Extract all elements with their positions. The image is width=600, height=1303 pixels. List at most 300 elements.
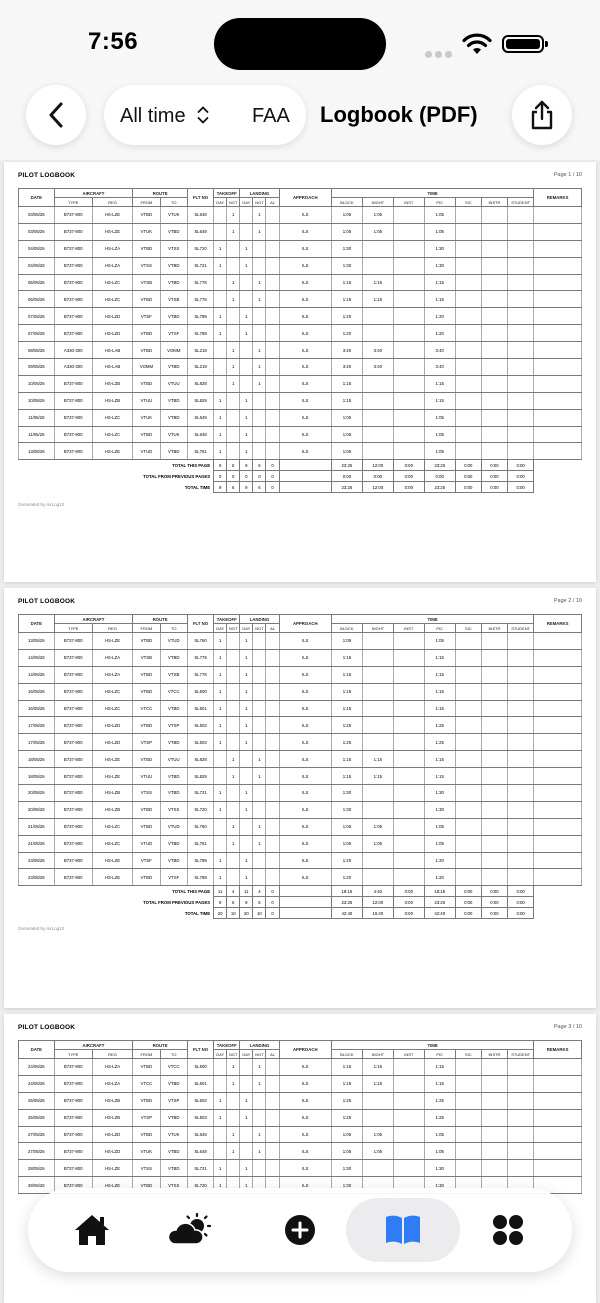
- inst-cell: [393, 1126, 424, 1143]
- to-day-cell: [214, 359, 227, 376]
- ldg-night-cell: 1: [253, 342, 266, 359]
- night-time-cell: [362, 785, 393, 802]
- type-cell: B737-800: [54, 869, 92, 886]
- remarks-cell: [534, 223, 582, 240]
- type-cell: B737-900: [54, 274, 92, 291]
- totals-approach-cell: [279, 471, 331, 482]
- type-cell: B737-900: [54, 835, 92, 852]
- remarks-cell: [534, 392, 582, 409]
- ldg-night-cell: 1: [253, 375, 266, 392]
- block-cell: 1:15: [331, 751, 362, 768]
- ldg-night-cell: [253, 443, 266, 460]
- to-night-cell: [227, 1109, 240, 1126]
- ldg-day-cell: 1: [240, 666, 253, 683]
- col-approach-header: APPROACH: [279, 189, 331, 207]
- ldg-day-cell: [240, 1075, 253, 1092]
- total-previous-row: [19, 897, 582, 908]
- col-flight-no-header: FLT NO: [187, 189, 213, 207]
- to-night-cell: [227, 633, 240, 650]
- table-row: [19, 342, 582, 359]
- inst-cell: [393, 223, 424, 240]
- pic-cell: 1:05: [424, 426, 455, 443]
- col-night-time-subheader: NIGHT: [362, 624, 393, 633]
- to-night-cell: [227, 240, 240, 257]
- totals-value-cell: 12:00: [362, 897, 393, 908]
- inst-cell: [393, 751, 424, 768]
- open-book-icon: [384, 1213, 422, 1247]
- wifi-icon: [462, 32, 492, 56]
- totals-value-cell: 18:15: [424, 886, 455, 897]
- tab-home[interactable]: [44, 1198, 140, 1262]
- approach-cell: ILS: [279, 1075, 331, 1092]
- night-time-cell: [362, 443, 393, 460]
- from-cell: VTBD: [133, 801, 160, 818]
- to-cell: VTBD: [160, 835, 187, 852]
- to-cell: VTBD: [160, 223, 187, 240]
- to-cell: VTBD: [160, 649, 187, 666]
- to-day-cell: [214, 1126, 227, 1143]
- inst-cell: [393, 734, 424, 751]
- sic-cell: [455, 359, 481, 376]
- pic-cell: 1:05: [424, 818, 455, 835]
- block-cell: 1:15: [331, 291, 362, 308]
- remarks-cell: [534, 1075, 582, 1092]
- inst-cell: [393, 649, 424, 666]
- col-night-subheader: NGT: [253, 624, 266, 633]
- pic-cell: 1:05: [424, 835, 455, 852]
- from-cell: VTBD: [133, 683, 160, 700]
- type-cell: B737-900: [54, 308, 92, 325]
- instr-cell: [481, 734, 507, 751]
- inst-cell: [393, 443, 424, 460]
- approach-cell: ILS: [279, 207, 331, 224]
- flight-no-cell: SL648: [187, 1143, 213, 1160]
- tab-add[interactable]: [252, 1198, 348, 1262]
- night-time-cell: [362, 801, 393, 818]
- type-cell: B737-800: [54, 223, 92, 240]
- type-cell: B737-800: [54, 443, 92, 460]
- flight-no-cell: SL649: [187, 1126, 213, 1143]
- totals-value-cell: 0:00: [331, 471, 362, 482]
- approach-cell: ILS: [279, 223, 331, 240]
- type-cell: B737-800: [54, 375, 92, 392]
- date-cell: 21/05/26: [19, 818, 55, 835]
- date-cell: 27/05/26: [19, 1143, 55, 1160]
- type-cell: B737-800: [54, 633, 92, 650]
- ldg-day-cell: 1: [240, 257, 253, 274]
- table-row: [19, 443, 582, 460]
- ldg-day-cell: 1: [240, 443, 253, 460]
- col-reg-subheader: REG: [92, 1050, 132, 1059]
- ldg-al-cell: [266, 649, 279, 666]
- table-row: [19, 1143, 582, 1160]
- totals-value-cell: 0: [266, 471, 279, 482]
- reg-cell: HS-LZE: [92, 768, 132, 785]
- inst-cell: [393, 342, 424, 359]
- table-row: [19, 818, 582, 835]
- totals-value-cell: 23:25: [424, 460, 455, 471]
- to-cell: VTBD: [160, 1160, 187, 1177]
- col-type-subheader: TYPE: [54, 624, 92, 633]
- col-flight-no-header: FLT NO: [187, 615, 213, 633]
- from-cell: VTUD: [133, 835, 160, 852]
- pic-cell: 1:30: [424, 785, 455, 802]
- date-cell: 18/05/26: [19, 751, 55, 768]
- col-date-header: DATE: [19, 615, 55, 633]
- ldg-al-cell: [266, 1143, 279, 1160]
- totals-value-cell: 0: [227, 471, 240, 482]
- ldg-day-cell: [240, 291, 253, 308]
- sic-cell: [455, 1109, 481, 1126]
- col-remarks-header: REMARKS: [534, 615, 582, 633]
- instr-cell: [481, 274, 507, 291]
- totals-label: TOTAL THIS PAGE: [172, 889, 211, 895]
- pic-cell: 1:15: [424, 700, 455, 717]
- col-day-subheader: DAY: [214, 198, 227, 207]
- flight-no-cell: SL649: [187, 409, 213, 426]
- to-cell: VTBD: [160, 308, 187, 325]
- table-row: [19, 426, 582, 443]
- night-time-cell: 1:05: [362, 835, 393, 852]
- tab-logbook[interactable]: [346, 1198, 460, 1262]
- to-night-cell: [227, 801, 240, 818]
- flight-no-cell: SL761: [187, 835, 213, 852]
- reg-cell: HS-LZA: [92, 257, 132, 274]
- inst-cell: [393, 852, 424, 869]
- table-row: [19, 375, 582, 392]
- remarks-cell: [534, 768, 582, 785]
- to-cell: VTSP: [160, 717, 187, 734]
- block-cell: 1:25: [331, 1109, 362, 1126]
- type-cell: B737-900: [54, 818, 92, 835]
- flight-no-cell: SL778: [187, 274, 213, 291]
- flight-no-cell: SL779: [187, 649, 213, 666]
- pic-cell: 1:05: [424, 1143, 455, 1160]
- to-night-cell: 1: [227, 751, 240, 768]
- ldg-night-cell: [253, 717, 266, 734]
- col-student-subheader: STUDENT: [508, 624, 534, 633]
- to-night-cell: [227, 734, 240, 751]
- pic-cell: 1:15: [424, 274, 455, 291]
- to-cell: VTCC: [160, 1059, 187, 1076]
- approach-cell: ILS: [279, 852, 331, 869]
- reg-cell: HS-LZC: [92, 683, 132, 700]
- block-cell: 1:05: [331, 818, 362, 835]
- to-day-cell: 1: [214, 257, 227, 274]
- col-al-subheader: AL: [266, 624, 279, 633]
- flight-no-cell: SL500: [187, 1059, 213, 1076]
- back-button[interactable]: [26, 85, 86, 145]
- status-bar: [0, 0, 600, 80]
- block-cell: 1:30: [331, 1177, 362, 1194]
- from-cell: VTBD: [133, 1126, 160, 1143]
- approach-cell: ILS: [279, 1177, 331, 1194]
- sic-cell: [455, 1075, 481, 1092]
- pic-cell: 1:15: [424, 649, 455, 666]
- date-cell: 21/05/26: [19, 835, 55, 852]
- totals-value-cell: 0: [253, 471, 266, 482]
- table-row: [19, 308, 582, 325]
- type-cell: B737-800: [54, 649, 92, 666]
- type-cell: A330-300: [54, 342, 92, 359]
- pic-cell: 1:20: [424, 308, 455, 325]
- pic-cell: 1:25: [424, 734, 455, 751]
- reg-cell: HS-LZD: [92, 1143, 132, 1160]
- ldg-al-cell: [266, 1126, 279, 1143]
- to-day-cell: 1: [214, 308, 227, 325]
- page-heading: PILOT LOGBOOK: [18, 1024, 76, 1031]
- to-cell: VTBD: [160, 1143, 187, 1160]
- to-night-cell: [227, 1092, 240, 1109]
- col-pic-subheader: PIC: [424, 1050, 455, 1059]
- block-cell: 1:15: [331, 666, 362, 683]
- ldg-day-cell: 1: [240, 308, 253, 325]
- instr-cell: [481, 666, 507, 683]
- to-night-cell: [227, 325, 240, 342]
- ldg-al-cell: [266, 633, 279, 650]
- inst-cell: [393, 818, 424, 835]
- block-cell: 1:05: [331, 426, 362, 443]
- totals-value-cell: 0:00: [508, 471, 534, 482]
- reg-cell: HS-LZC: [92, 426, 132, 443]
- col-student-subheader: STUDENT: [508, 1050, 534, 1059]
- ldg-night-cell: 1: [253, 768, 266, 785]
- reg-cell: HS-LZB: [92, 375, 132, 392]
- totals-value-cell: 6: [227, 897, 240, 908]
- totals-value-cell: 0: [266, 482, 279, 493]
- to-cell: VTBD: [160, 785, 187, 802]
- student-cell: [508, 207, 534, 224]
- col-type-subheader: TYPE: [54, 198, 92, 207]
- totals-value-cell: 6: [253, 482, 266, 493]
- col-pic-subheader: PIC: [424, 624, 455, 633]
- block-cell: 1:15: [331, 768, 362, 785]
- sic-cell: [455, 852, 481, 869]
- table-row: [19, 274, 582, 291]
- share-button[interactable]: [512, 85, 572, 145]
- reg-cell: HS-LZE: [92, 1177, 132, 1194]
- date-cell: 14/05/26: [19, 666, 55, 683]
- totals-value-cell: 0:00: [481, 482, 507, 493]
- table-row: [19, 1092, 582, 1109]
- inst-cell: [393, 683, 424, 700]
- sic-cell: [455, 869, 481, 886]
- table-row: [19, 751, 582, 768]
- reg-cell: HS-LZB: [92, 1092, 132, 1109]
- date-cell: 06/05/26: [19, 291, 55, 308]
- inst-cell: [393, 633, 424, 650]
- sic-cell: [455, 700, 481, 717]
- to-cell: VTBD: [160, 700, 187, 717]
- pic-cell: 1:25: [424, 717, 455, 734]
- tab-more[interactable]: [460, 1198, 556, 1262]
- ldg-night-cell: [253, 325, 266, 342]
- table-row: [19, 1075, 582, 1092]
- reg-cell: HS-LZD: [92, 717, 132, 734]
- block-cell: 1:20: [331, 325, 362, 342]
- from-cell: VTBD: [133, 325, 160, 342]
- col-route-header: ROUTE: [133, 1041, 188, 1050]
- table-row: [19, 785, 582, 802]
- ldg-al-cell: [266, 852, 279, 869]
- table-row: [19, 359, 582, 376]
- remarks-cell: [534, 717, 582, 734]
- pic-cell: 1:15: [424, 375, 455, 392]
- totals-value-cell: 0:00: [481, 897, 507, 908]
- ldg-day-cell: 1: [240, 649, 253, 666]
- totals-value-cell: 6: [227, 482, 240, 493]
- from-cell: VTSB: [133, 274, 160, 291]
- totals-remarks-blank: [534, 886, 582, 897]
- pic-cell: 1:15: [424, 291, 455, 308]
- flight-no-cell: SL502: [187, 717, 213, 734]
- date-cell: 07/05/26: [19, 325, 55, 342]
- ldg-al-cell: [266, 1075, 279, 1092]
- type-cell: B737-900: [54, 734, 92, 751]
- signal-dots-icon: [425, 45, 455, 63]
- col-from-subheader: FROM: [133, 1050, 160, 1059]
- flight-no-cell: SL760: [187, 818, 213, 835]
- table-row: [19, 392, 582, 409]
- from-cell: VTCC: [133, 700, 160, 717]
- date-cell: 23/05/26: [19, 852, 55, 869]
- to-day-cell: [214, 1059, 227, 1076]
- reg-cell: HS-LZC: [92, 291, 132, 308]
- from-cell: VTBD: [133, 1177, 160, 1194]
- totals-value-cell: 0:00: [508, 482, 534, 493]
- instr-cell: [481, 426, 507, 443]
- inst-cell: [393, 325, 424, 342]
- type-cell: B737-800: [54, 801, 92, 818]
- student-cell: [508, 443, 534, 460]
- pic-cell: 1:05: [424, 633, 455, 650]
- remarks-cell: [534, 633, 582, 650]
- student-cell: [508, 666, 534, 683]
- date-cell: 17/05/26: [19, 734, 55, 751]
- generated-note: Generated by AirLog10: [18, 926, 65, 931]
- col-remarks-header: REMARKS: [534, 1041, 582, 1059]
- reg-cell: HS-LZA: [92, 1059, 132, 1076]
- approach-cell: ILS: [279, 426, 331, 443]
- totals-value-cell: 0:00: [455, 886, 481, 897]
- inst-cell: [393, 409, 424, 426]
- ldg-night-cell: [253, 801, 266, 818]
- student-cell: [508, 1126, 534, 1143]
- night-time-cell: [362, 1109, 393, 1126]
- night-time-cell: [362, 409, 393, 426]
- ldg-day-cell: 1: [240, 869, 253, 886]
- to-day-cell: [214, 274, 227, 291]
- pic-cell: 1:15: [424, 751, 455, 768]
- ldg-al-cell: [266, 1059, 279, 1076]
- to-cell: VTUD: [160, 633, 187, 650]
- student-cell: [508, 649, 534, 666]
- totals-value-cell: 0:00: [455, 471, 481, 482]
- to-cell: VTBD: [160, 1109, 187, 1126]
- totals-value-cell: 0:00: [393, 886, 424, 897]
- night-time-cell: 1:15: [362, 1075, 393, 1092]
- range-selector[interactable]: All time: [120, 105, 186, 127]
- student-cell: [508, 274, 534, 291]
- total-time-row: [19, 908, 582, 919]
- flight-no-cell: SL501: [187, 1075, 213, 1092]
- block-cell: 1:05: [331, 443, 362, 460]
- to-night-cell: 1: [227, 1126, 240, 1143]
- col-instr-subheader: INSTR: [481, 624, 507, 633]
- to-night-cell: 1: [227, 768, 240, 785]
- to-day-cell: 1: [214, 240, 227, 257]
- to-night-cell: 1: [227, 291, 240, 308]
- to-cell: VTUU: [160, 375, 187, 392]
- student-cell: [508, 717, 534, 734]
- instr-cell: [481, 801, 507, 818]
- date-cell: 09/05/26: [19, 359, 55, 376]
- ldg-night-cell: 1: [253, 1143, 266, 1160]
- col-takeoff-header: TAKEOFF: [214, 1041, 240, 1050]
- approach-cell: ILS: [279, 257, 331, 274]
- col-night-time-subheader: NIGHT: [362, 1050, 393, 1059]
- col-aircraft-header: AIRCRAFT: [54, 1041, 133, 1050]
- ldg-al-cell: [266, 409, 279, 426]
- ldg-night-cell: [253, 666, 266, 683]
- totals-value-cell: 0:00: [481, 471, 507, 482]
- approach-cell: ILS: [279, 1160, 331, 1177]
- col-night-time-subheader: NIGHT: [362, 198, 393, 207]
- night-time-cell: [362, 325, 393, 342]
- approach-cell: ILS: [279, 375, 331, 392]
- sic-cell: [455, 1143, 481, 1160]
- tab-weather[interactable]: [142, 1198, 238, 1262]
- totals-approach-cell: [279, 908, 331, 919]
- col-approach-header: APPROACH: [279, 615, 331, 633]
- authority-selector[interactable]: FAA: [252, 105, 290, 127]
- date-cell: 23/05/26: [19, 869, 55, 886]
- approach-cell: ILS: [279, 1092, 331, 1109]
- remarks-cell: [534, 375, 582, 392]
- instr-cell: [481, 308, 507, 325]
- inst-cell: [393, 426, 424, 443]
- ldg-day-cell: 1: [240, 801, 253, 818]
- remarks-cell: [534, 409, 582, 426]
- table-row: [19, 240, 582, 257]
- night-time-cell: 1:05: [362, 223, 393, 240]
- block-cell: 1:30: [331, 257, 362, 274]
- instr-cell: [481, 291, 507, 308]
- to-night-cell: 1: [227, 223, 240, 240]
- filter-pill: [104, 85, 306, 145]
- remarks-cell: [534, 426, 582, 443]
- remarks-cell: [534, 325, 582, 342]
- flight-no-cell: SL778: [187, 666, 213, 683]
- reg-cell: HS-LZE: [92, 223, 132, 240]
- ldg-day-cell: [240, 342, 253, 359]
- flight-no-cell: SL789: [187, 852, 213, 869]
- reg-cell: HS-LZE: [92, 852, 132, 869]
- reg-cell: HS-LZD: [92, 325, 132, 342]
- ldg-day-cell: [240, 359, 253, 376]
- to-day-cell: 1: [214, 392, 227, 409]
- pic-cell: 1:30: [424, 801, 455, 818]
- col-time-header: TIME: [331, 189, 533, 198]
- totals-approach-cell: [279, 886, 331, 897]
- from-cell: VTBD: [133, 818, 160, 835]
- ldg-al-cell: [266, 291, 279, 308]
- page-heading: PILOT LOGBOOK: [18, 172, 76, 179]
- date-cell: 03/05/26: [19, 223, 55, 240]
- inst-cell: [393, 240, 424, 257]
- block-cell: 1:05: [331, 835, 362, 852]
- totals-remarks-blank: [534, 482, 582, 493]
